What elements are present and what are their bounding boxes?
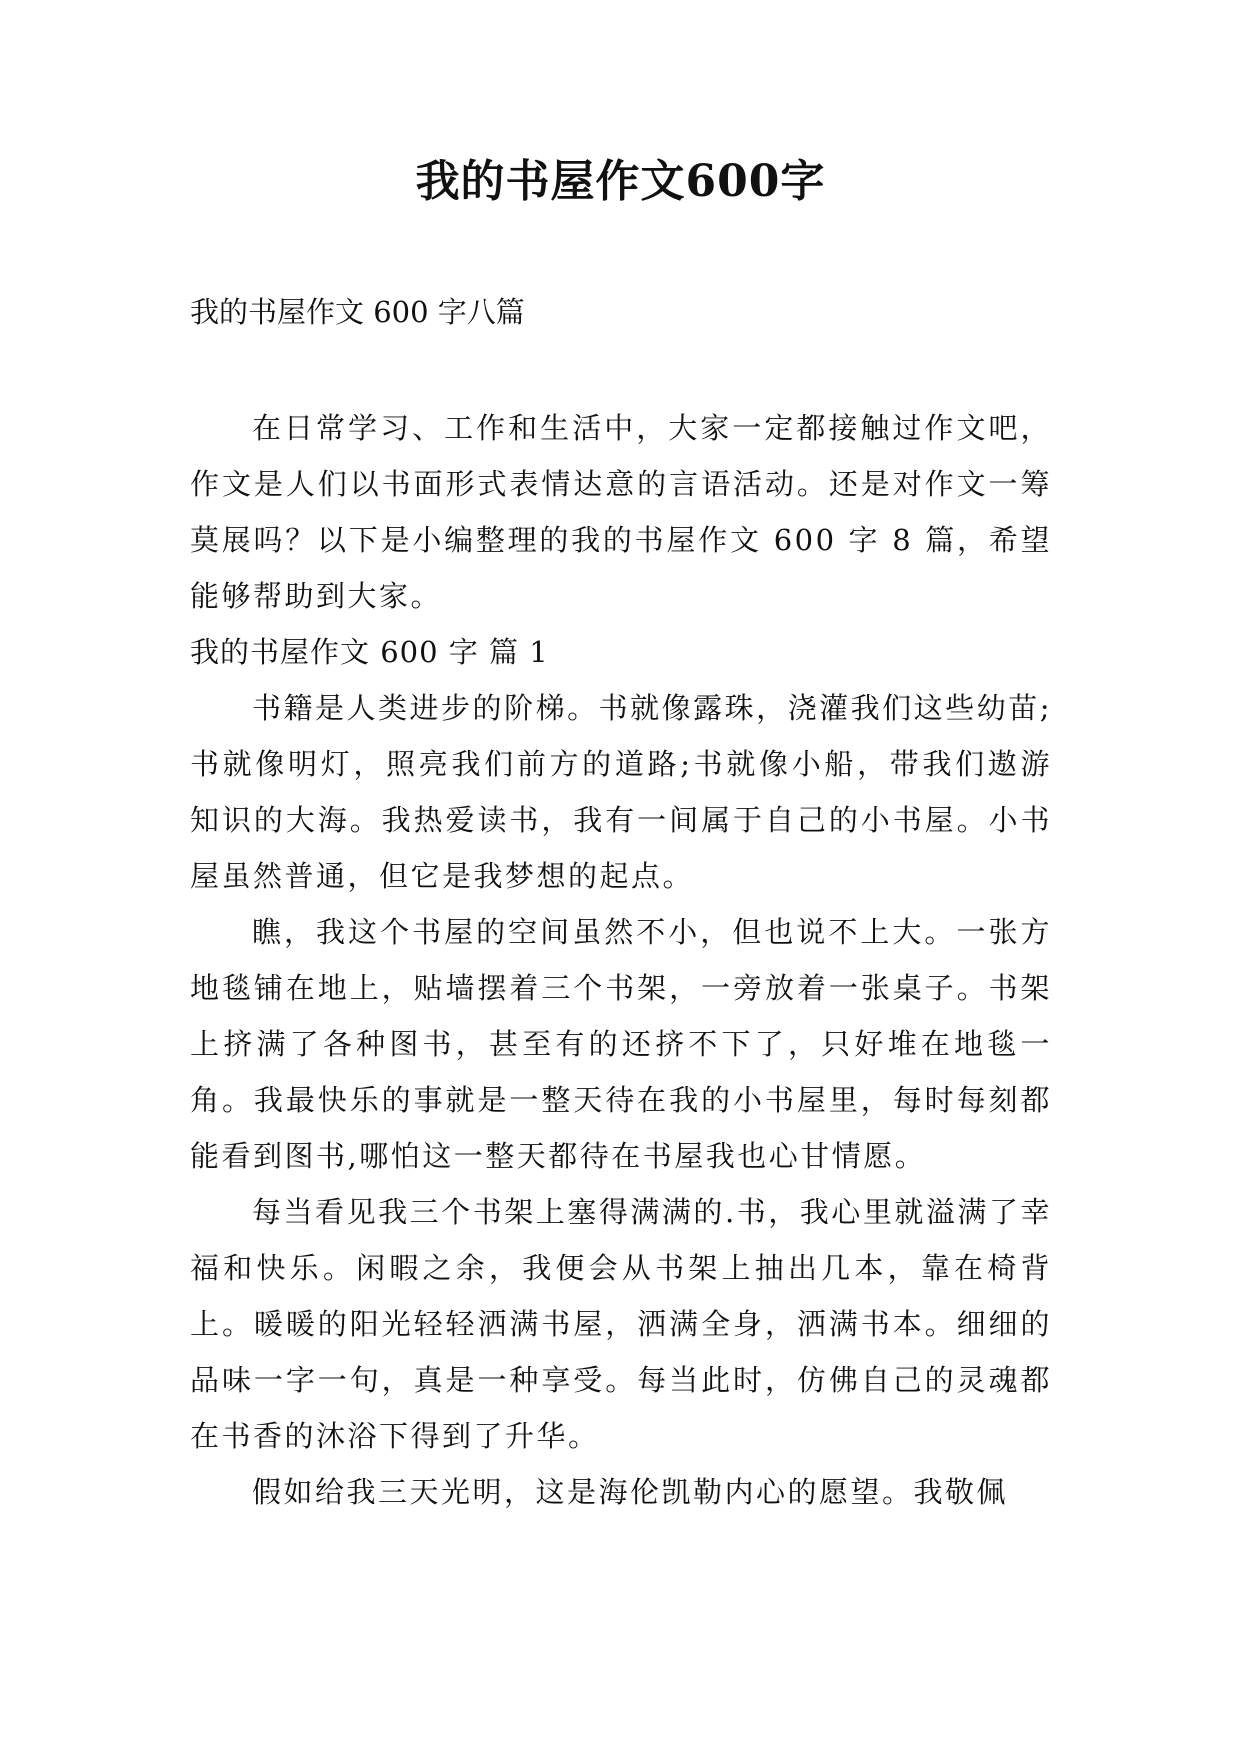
intro-paragraph: 在日常学习、工作和生活中，大家一定都接触过作文吧，作文是人们以书面形式表情达意的言语活动。还是对作文一筹莫展吗？以下是小编整理的我的书屋作文 600 字 8 篇，希望能够帮助到大家。 — [190, 411, 1052, 613]
body-paragraph: 假如给我三天光明，这是海伦凯勒内心的愿望。我敬佩 — [252, 1475, 1009, 1509]
body-paragraph: 书籍是人类进步的阶梯。书就像露珠，浇灌我们这些幼苗;书就像明灯，照亮我们前方的道路;书就像小船，带我们遨游知识的大海。我热爱读书，我有一间属于自己的小书屋。小书屋虽然普通，但它是我梦想的起点。 — [190, 691, 1052, 893]
document-title: 我的书屋作文600字 — [415, 156, 826, 207]
body-paragraph: 每当看见我三个书架上塞得满满的.书，我心里就溢满了幸福和快乐。闲暇之余，我便会从书架上抽出几本，靠在椅背上。暖暖的阳光轻轻洒满书屋，洒满全身，洒满书本。细细的品味一字一句，真是一种享受。每当此时，仿佛自己的灵魂都在书香的沐浴下得到了升华。 — [190, 1195, 1052, 1453]
section-heading: 我的书屋作文 600 字 篇 1 — [190, 635, 549, 669]
document-subtitle: 我的书屋作文 600 字八篇 — [190, 295, 525, 329]
body-paragraph: 瞧，我这个书屋的空间虽然不小，但也说不上大。一张方地毯铺在地上，贴墙摆着三个书架，一旁放着一张桌子。书架上挤满了各种图书，甚至有的还挤不下了，只好堆在地毯一角。我最快乐的事就是一整天待在我的小书屋里，每时每刻都能看到图书,哪怕这一整天都待在书屋我也心甘情愿。 — [190, 915, 1052, 1173]
document-body — [190, 400, 1052, 1520]
